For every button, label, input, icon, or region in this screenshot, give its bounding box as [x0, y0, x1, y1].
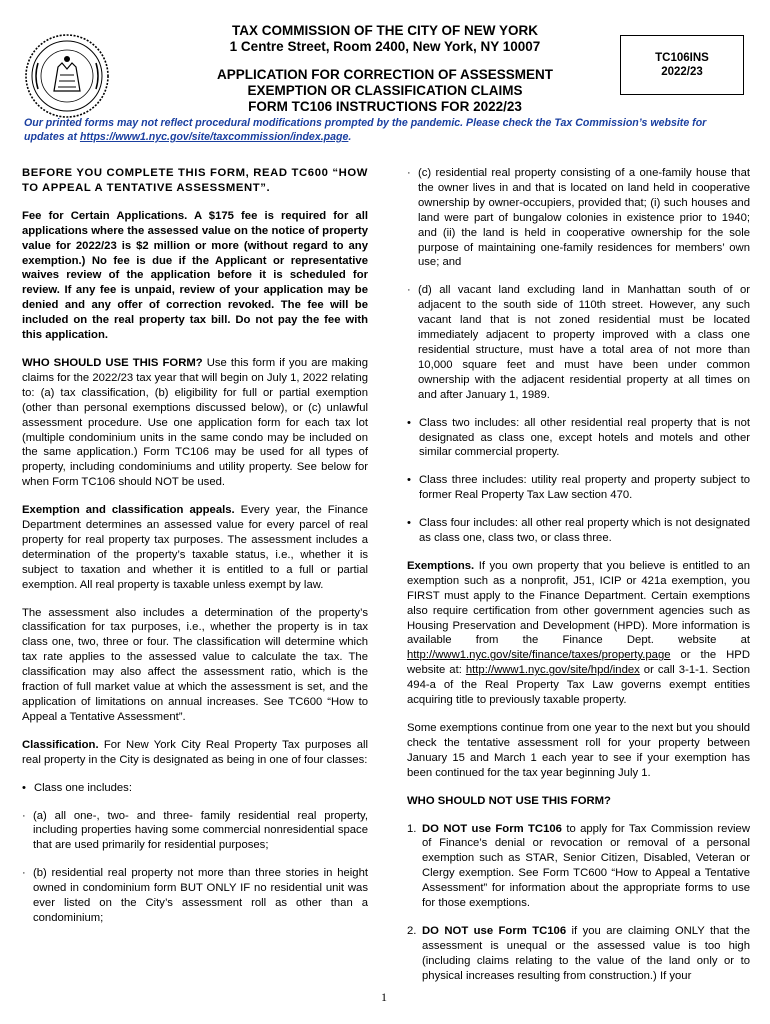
form-title-line2: EXEMPTION OR CLASSIFICATION CLAIMS: [247, 83, 523, 98]
not-use-item-1: [422, 822, 750, 911]
list-item: [407, 166, 750, 270]
exemptions-text-2: or the HPD website at:: [407, 649, 750, 677]
item-number: 1.: [407, 822, 417, 835]
item-number: 2.: [407, 924, 417, 937]
list-item: [407, 924, 750, 984]
page-number: 1: [381, 990, 387, 1004]
dash-icon: ·: [22, 809, 26, 822]
agency-name: TAX COMMISSION OF THE CITY OF NEW YORK: [231, 23, 538, 38]
bullet-icon: •: [407, 474, 411, 487]
exemptions-text-3: or call 3-1-1. Section 494-a of the Real Property Tax Law governs exempt entities acquiring title to previously taxable property.: [407, 664, 750, 707]
dash-icon: ·: [407, 167, 411, 179]
header-address-block: [200, 23, 570, 55]
tax-commission-link[interactable]: https://www1.nyc.gov/site/taxcommission/index.page: [79, 131, 349, 143]
form-id-box: [620, 35, 744, 95]
nyc-seal-logo: [24, 33, 110, 119]
exemption-appeals-text: Every year, the Finance Department determines an assessed value for every parcel of real property for real property tax purposes. The assessment includes a determination of the property’s taxable status, i.e., whether it is subject to taxation and whether it is entitled to a full or partial exemption. All real property is taxable unless exempt by law.: [22, 504, 368, 591]
agency-address: 1 Centre Street, Room 2400, New York, NY 10007: [229, 39, 541, 54]
classification-text: For New York City Real Property Tax purposes all real property in the City is designated as being in one of four classes:: [22, 738, 368, 766]
class-one-label: Class one includes:: [34, 781, 132, 794]
assessment-paragraph: The assessment also includes a determination of the property’s classification for tax purposes, i.e., whether the property is in tax class one, two, three or four. The classification will determine which tax rate applies to the assessed value to calculate the tax. The classification may also affect the assessment ratio, which is the fraction of full market value at which the assessment is set, and the application of limitations on annual increases. See TC600 “How to Appeal a Tentative Assessment”.: [22, 606, 368, 723]
bullet-icon: •: [22, 781, 26, 794]
who-should-use-paragraph: [22, 356, 368, 490]
class-one-a: (a) all one-, two- and three- family residential real property, including properties having some commercial nonresidential space that are used primarily for residential purposes;: [33, 809, 368, 852]
who-should-use-heading: WHO SHOULD USE THIS FORM?: [22, 356, 203, 369]
form-year: 2022/23: [661, 66, 703, 78]
who-should-use-text: Use this form if you are making claims for the 2022/23 tax year that will begin on July 1, 2022 relating to: (a) tax classification, (b) eligibility for full or partial exemption (other than personal exemptions discussed below), or (c) unlawful assessment procedure. Use one application form for each tax lot (multiple condominium units in the same condo may be included on the same application.) Form TC106 may be used for all types of property, including condominiums and utility property. See below for when Form TC106 should NOT be used.: [22, 356, 369, 489]
exemption-appeals-heading: Exemption and classification appeals.: [22, 504, 235, 517]
exemptions-paragraph: [407, 559, 750, 708]
continuing-exemptions-paragraph: Some exemptions continue from one year to the next but you should check the tentative assessment roll for your property between January 15 and March 1 each year to see if your exemption has been continued for the tax year beginning July 1.: [407, 722, 750, 779]
do-not-use-label: DO NOT use Form TC106: [422, 822, 562, 835]
class-one-d: (d) all vacant land excluding land in Manhattan south of or adjacent to the south side of 110th street. However, any such vacant land that is not zoned residential must be located immediately adjacent to property improved with a class one residential structure, must have a total area of not more than 10,000 square feet and must have been under common ownership with the adjacent residential property at all times on and after January 1, 1989.: [418, 284, 750, 401]
header-title-block: [200, 67, 570, 115]
list-item: [22, 781, 368, 796]
class-one-b: (b) residential real property not more than three stories in height owned in condominium form BUT ONLY IF no residential unit was ever listed on the City’s assessment roll as other than a condominium;: [33, 867, 368, 924]
list-item: [407, 473, 750, 503]
form-title-line3: FORM TC106 INSTRUCTIONS FOR 2022/23: [248, 99, 522, 114]
right-column: [407, 166, 750, 997]
form-title-line1: APPLICATION FOR CORRECTION OF ASSESSMENT: [216, 67, 553, 82]
dash-icon: ·: [407, 284, 411, 297]
notice-tail: .: [348, 131, 352, 143]
class-four: Class four includes: all other real property which is not designated as class one, class two, or class three.: [419, 517, 750, 545]
finance-website-link[interactable]: http://www1.nyc.gov/site/finance/taxes/property.page: [407, 649, 671, 662]
list-item: [407, 283, 750, 402]
list-item: [407, 516, 750, 546]
class-two: Class two includes: all other residential real property that is not designated as class one, except hotels and motels and other similar commercial property.: [419, 416, 750, 459]
exemptions-text-1: If you own property that you believe is entitled to an exemption such as a nonprofit, J51, ICIP or 421a exemption, you FIRST must apply to the Finance Department. Certain exemptions also require certification from other government agencies such as Housing Preservation and Development (HPD). More information is available from the Finance Dept. website at: [407, 559, 750, 647]
bullet-icon: •: [407, 517, 411, 530]
exemptions-heading: Exemptions.: [407, 559, 475, 572]
list-item: [22, 866, 368, 926]
not-use-item-1-text: to apply for Tax Commission review of Finance’s denial or revocation or removal of a personal exemption such as STAR, Senior Citizen, Disabled, Veteran or Clergy exemption. See Form TC600 “How to Appeal a Tentative Assessment” for information about the appropriate forms to use for those exemptions.: [422, 822, 750, 910]
notice-text: Our printed forms may not reflect procedural modifications prompted by the pandemic. Please check the Tax Commission’s website for updates at: [24, 117, 707, 143]
hpd-website-link[interactable]: http://www1.nyc.gov/site/hpd/index: [465, 664, 640, 677]
do-not-use-label: DO NOT use Form TC106: [422, 924, 567, 937]
dash-icon: ·: [22, 867, 26, 880]
fee-paragraph: Fee for Certain Applications. A $175 fee is required for all applications where the assessed value on the notice of property value for 2022/23 is $2 million or more (without regard to any exemption.) No fee is due if the Applicant or representative waives review of the application before it is scheduled for review. If any fee is unpaid, review of your application may be denied and any offer of correction revoked. The fee will be included on the real property tax bill. Do not pay the fee with this application.: [22, 209, 368, 342]
bullet-icon: •: [407, 416, 411, 429]
list-item: [407, 822, 750, 911]
pandemic-notice: [24, 116, 744, 144]
class-one-c: (c) residential real property consisting of a one-family house that the owner lives in and that is located on land held in cooperative ownership by owner-occupiers, provided that; (i) such houses and land were part of bungalow colonies in existence prior to 1940; and (ii) the land is held in cooperative ownership for the sole purpose of maintaining one-family residences for members’ own use; and: [418, 167, 750, 269]
not-use-item-2: [422, 924, 750, 984]
left-column: [22, 166, 368, 939]
list-item: [407, 416, 750, 461]
list-item: [22, 809, 368, 854]
form-id: TC106INS: [655, 52, 709, 64]
read-tc600-note: BEFORE YOU COMPLETE THIS FORM, READ TC600 “HOW TO APPEAL A TENTATIVE ASSESSMENT”.: [22, 167, 368, 194]
not-use-item-2-text: if you are claiming ONLY that the assessment is unequal or the assessed value is too high (including claims relating to the value of the land only or to physical increases resulting from construction.) If your: [422, 924, 750, 982]
classification-heading: Classification.: [22, 738, 99, 751]
classification-paragraph: [22, 738, 368, 768]
class-three: Class three includes: utility real property and property subject to former Real Property Tax Law section 470.: [419, 474, 750, 502]
who-should-not-use-heading: WHO SHOULD NOT USE THIS FORM?: [407, 794, 611, 807]
exemption-appeals-paragraph: [22, 503, 368, 592]
